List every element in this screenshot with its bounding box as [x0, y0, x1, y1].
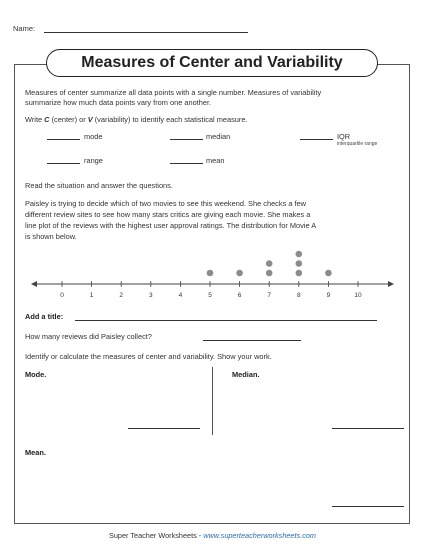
axis-tick-label: 7 [267, 292, 272, 299]
data-dot [266, 270, 273, 277]
mean-answer-blank[interactable] [170, 163, 203, 164]
data-dot [296, 251, 303, 258]
intro-line-1: Measures of center summarize all data points with a single number. Measures of variability [25, 88, 322, 97]
mode-work-label: Mode. [25, 370, 47, 379]
situation-line-4: is shown below. [25, 232, 77, 241]
axis-tick-label: 0 [60, 292, 64, 299]
axis-tick-label: 10 [354, 292, 362, 299]
question-review-count: How many reviews did Paisley collect? [25, 332, 152, 341]
name-label: Name: [13, 24, 36, 33]
axis-tick-label: 3 [148, 292, 153, 299]
read-prompt: Read the situation and answer the questions. [25, 181, 173, 190]
instruction-mid-1: (center) or [49, 115, 88, 124]
mean-work-label: Mean. [25, 448, 46, 457]
axis-tick-label: 1 [89, 292, 94, 299]
axis-arrow-right [388, 281, 394, 287]
measure-iqr: IQR [337, 132, 351, 141]
situation-line-3: line plot of the reviews with the highest user approval ratings. The distribution for Movie A [25, 221, 317, 230]
situation-line-1: Paisley is trying to decide which of two movies to see this weekend. She checks a few [25, 199, 306, 208]
axis-tick-label: 5 [208, 292, 212, 299]
name-field[interactable] [44, 32, 248, 33]
footer-url[interactable]: www.superteacherworksheets.com [203, 531, 316, 540]
axis-arrow-left [31, 281, 37, 287]
situation-line-2: different review sites to see how many stars critics are giving each movie. She makes a [25, 210, 311, 219]
data-dot [236, 270, 243, 277]
measure-mean: mean [206, 156, 225, 165]
iqr-answer-blank[interactable] [300, 139, 333, 140]
data-dot [296, 270, 303, 277]
axis-tick-label: 8 [296, 292, 301, 299]
measure-median: median [206, 132, 231, 141]
median-answer-line[interactable] [332, 428, 404, 429]
axis-tick-label: 4 [178, 292, 183, 299]
identify-prompt: Identify or calculate the measures of center and variability. Show your work. [25, 352, 272, 361]
axis-tick-label: 2 [119, 292, 124, 299]
measure-mode: mode [84, 132, 103, 141]
line-plot [0, 240, 425, 306]
instruction-mid-2: (variability) to identify each statistical measure. [92, 115, 248, 124]
measure-iqr-sub: interquartile range [337, 141, 378, 147]
median-work-label: Median. [232, 370, 260, 379]
data-dot [266, 260, 273, 267]
title-answer-line[interactable] [75, 320, 377, 321]
mean-answer-line[interactable] [332, 506, 404, 507]
add-title-label: Add a title: [25, 312, 64, 321]
axis-tick-label: 9 [326, 292, 331, 299]
variability-letter: V [87, 115, 93, 124]
center-letter: C [44, 115, 50, 124]
page-title: Measures of Center and Variability [81, 54, 343, 71]
data-dot [325, 270, 332, 277]
mode-answer-line[interactable] [128, 428, 200, 429]
data-dot [296, 260, 303, 267]
work-divider [212, 367, 213, 435]
median-answer-blank[interactable] [170, 139, 203, 140]
instruction-pre: Write [25, 115, 45, 124]
instruction [25, 115, 248, 126]
review-count-answer-line[interactable] [203, 340, 301, 341]
data-dot [207, 270, 214, 277]
footer [0, 531, 425, 540]
range-answer-blank[interactable] [47, 163, 80, 164]
intro-line-2: summarize how much data points vary from one another. [25, 98, 212, 107]
mode-answer-blank[interactable] [47, 139, 80, 140]
measure-range: range [84, 156, 103, 165]
footer-brand: Super Teacher Worksheets - [109, 531, 204, 540]
axis-tick-label: 6 [237, 292, 242, 299]
